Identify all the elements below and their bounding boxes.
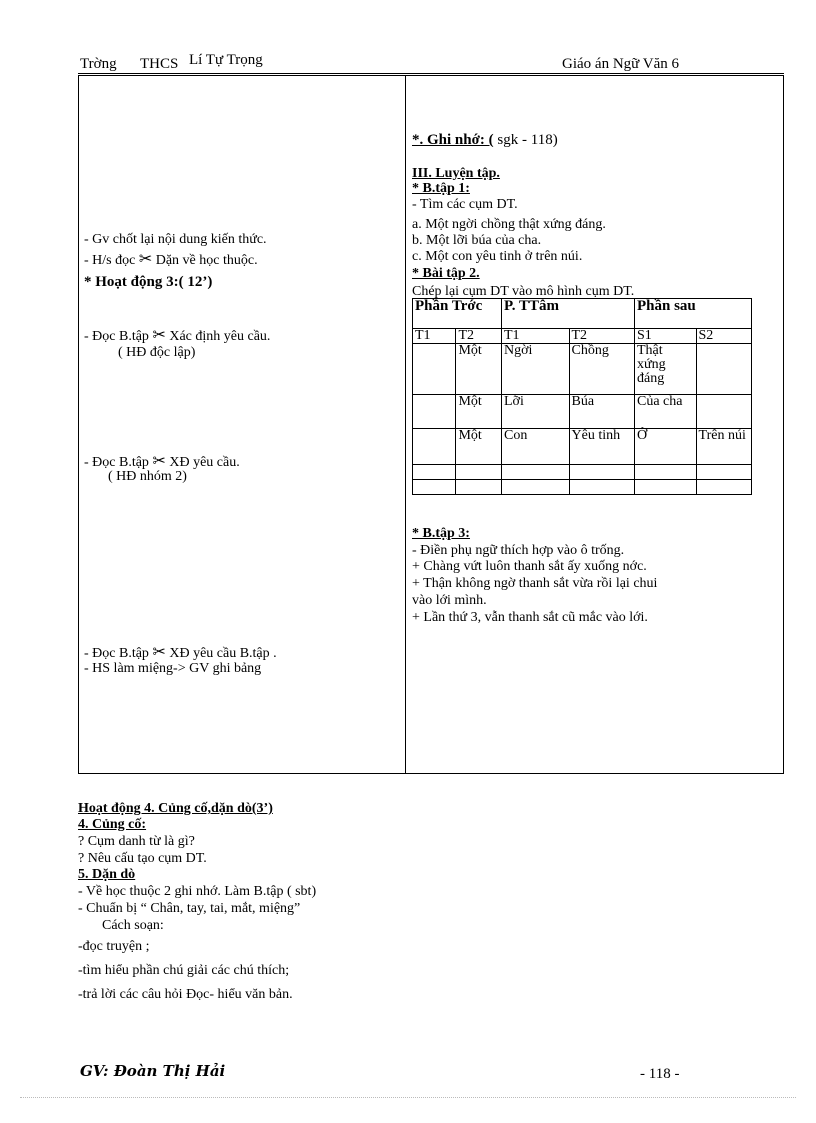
table-row bbox=[413, 344, 752, 395]
ex3-line-2: + Chàng vứt luôn thanh sắt ấy xuống nớc. bbox=[412, 559, 647, 574]
activity-4-heading: Hoạt động 4. Củng cố,dặn dò(3’) bbox=[78, 801, 273, 816]
header-rule bbox=[78, 73, 784, 74]
scissors-icon: ✂ bbox=[138, 249, 153, 268]
ex3-line-5: + Lần thứ 3, vẫn thanh sắt cũ mắc vào lới. bbox=[412, 610, 648, 625]
footer-teacher: GV: Đoàn Thị Hải bbox=[80, 1062, 226, 1080]
header-school-name: THCS bbox=[140, 56, 179, 72]
table-header-row bbox=[413, 299, 752, 329]
table-cell bbox=[635, 480, 697, 495]
scissors-icon: ✂ bbox=[152, 642, 166, 661]
ex3-heading: * B.tập 3: bbox=[412, 526, 470, 541]
table-cell: Yêu tinh bbox=[569, 429, 635, 465]
homework-line-5: -tìm hiểu phần chú giải các chú thích; bbox=[78, 963, 290, 978]
header-school-label: Trờng bbox=[80, 56, 117, 72]
table-cell bbox=[502, 480, 570, 495]
table-row bbox=[413, 395, 752, 429]
left-ex1-text: - Đọc B.tập bbox=[84, 329, 149, 344]
page-bottom-border bbox=[20, 1097, 796, 1098]
left-ex2-text2: XĐ yêu cầu. bbox=[169, 455, 240, 470]
table-sub-cell: T1 bbox=[502, 329, 570, 344]
left-ex1-line bbox=[84, 325, 271, 345]
table-head-before: Phần Trớc bbox=[413, 299, 502, 329]
table-row bbox=[413, 465, 752, 480]
table-cell: Thật xứng đáng bbox=[635, 344, 697, 395]
table-sub-cell: S1 bbox=[635, 329, 697, 344]
table-sub-cell: T2 bbox=[569, 329, 635, 344]
table-cell: Búa bbox=[569, 395, 635, 429]
table-sub-row bbox=[413, 329, 752, 344]
left-ex2-mode: ( HĐ nhóm 2) bbox=[108, 469, 187, 484]
question-1: ? Cụm danh từ là gì? bbox=[78, 834, 195, 849]
ex3-line-3: + Thận không ngờ thanh sắt vừa rồi lại chui bbox=[412, 576, 658, 591]
homework-line-2: - Chuẩn bị “ Chân, tay, tai, mắt, miệng” bbox=[78, 901, 301, 916]
left-read-note-text: - H/s đọc bbox=[84, 253, 136, 268]
table-cell: Ở bbox=[635, 429, 697, 465]
ex1-item-c: c. Một con yêu tinh ở trên núi. bbox=[412, 249, 583, 264]
table-cell bbox=[413, 480, 456, 495]
table-cell bbox=[413, 395, 456, 429]
note-heading: *. Ghi nhớ: ( bbox=[412, 132, 494, 148]
table-cell bbox=[502, 465, 570, 480]
ex1-item-a: a. Một ngời chồng thật xứng đáng. bbox=[412, 217, 606, 232]
table-cell: Lỡi bbox=[502, 395, 570, 429]
ex3-instruction: - Điền phụ ngữ thích hợp vào ô trống. bbox=[412, 543, 625, 558]
question-2: ? Nêu cấu tạo cụm DT. bbox=[78, 851, 207, 866]
left-ex3-oral: - HS làm miệng-> GV ghi bảng bbox=[84, 661, 262, 676]
table-cell bbox=[696, 465, 751, 480]
table-cell: Một bbox=[456, 395, 502, 429]
ex1-item-b: b. Một lỡi búa của cha. bbox=[412, 233, 542, 248]
table-cell bbox=[413, 344, 456, 395]
consolidate-heading: 4. Củng cố: bbox=[78, 817, 147, 832]
practice-heading: III. Luyện tập. bbox=[412, 166, 500, 181]
homework-line-1: - Về học thuộc 2 ghi nhớ. Làm B.tập ( sbt) bbox=[78, 884, 317, 899]
left-ex1-mode: ( HĐ độc lập) bbox=[118, 345, 196, 360]
table-cell bbox=[456, 465, 502, 480]
homework-line-6: -trả lời các câu hỏi Đọc- hiểu văn bản. bbox=[78, 987, 293, 1002]
note-ref: sgk - 118) bbox=[493, 132, 558, 148]
table-cell: Con bbox=[502, 429, 570, 465]
left-ex2-text: - Đọc B.tập bbox=[84, 455, 149, 470]
table-head-after: Phần sau bbox=[635, 299, 752, 329]
table-sub-cell: T2 bbox=[456, 329, 502, 344]
ex1-heading: * B.tập 1: bbox=[412, 181, 470, 196]
table-cell: Một bbox=[456, 344, 502, 395]
table-cell: Một bbox=[456, 429, 502, 465]
table-cell bbox=[456, 480, 502, 495]
table-row bbox=[413, 429, 752, 465]
table-cell bbox=[635, 465, 697, 480]
table-sub-cell: T1 bbox=[413, 329, 456, 344]
left-ex3-line bbox=[84, 642, 277, 662]
table-row bbox=[413, 480, 752, 495]
left-conclude: - Gv chốt lại nội dung kiến thức. bbox=[84, 232, 267, 247]
table-cell: Ngời bbox=[502, 344, 570, 395]
footer-page-number: - 118 - bbox=[640, 1066, 680, 1082]
column-divider bbox=[405, 75, 406, 774]
table-cell bbox=[696, 344, 751, 395]
table-cell bbox=[569, 480, 635, 495]
activity-3-heading: * Hoạt động 3:( 12’) bbox=[84, 274, 213, 290]
left-ex3-text2: XĐ yêu cầu B.tập . bbox=[169, 646, 277, 661]
ex2-heading: * Bài tập 2. bbox=[412, 266, 480, 281]
noun-phrase-table bbox=[412, 298, 752, 495]
header-school-person: Lí Tự Trọng bbox=[189, 52, 263, 68]
table-cell: Trên núi bbox=[696, 429, 751, 465]
header-doc-title: Giáo án Ngữ Văn 6 bbox=[562, 56, 679, 72]
left-read-note-text2: Dặn về học thuộc. bbox=[155, 253, 258, 268]
table-cell: Của cha bbox=[635, 395, 697, 429]
scissors-icon: ✂ bbox=[152, 325, 166, 344]
table-cell bbox=[569, 465, 635, 480]
note-line bbox=[412, 132, 558, 148]
table-cell: Chồng bbox=[569, 344, 635, 395]
ex2-instruction: Chép lại cụm DT vào mô hình cụm DT. bbox=[412, 284, 635, 299]
ex3-line-4: vào lới mình. bbox=[412, 593, 487, 608]
scissors-icon: ✂ bbox=[152, 451, 166, 470]
table-cell bbox=[696, 395, 751, 429]
table-sub-cell: S2 bbox=[696, 329, 751, 344]
table-head-center: P. TTâm bbox=[502, 299, 635, 329]
left-ex1-text2: Xác định yêu cầu. bbox=[169, 329, 271, 344]
ex1-instruction: - Tìm các cụm DT. bbox=[412, 197, 518, 212]
left-read-note bbox=[84, 249, 258, 269]
homework-line-4: -đọc truyện ; bbox=[78, 939, 150, 954]
table-cell bbox=[696, 480, 751, 495]
left-ex3-text: - Đọc B.tập bbox=[84, 646, 149, 661]
homework-heading: 5. Dặn dò bbox=[78, 867, 136, 882]
table-cell bbox=[413, 465, 456, 480]
homework-line-3: Cách soạn: bbox=[102, 918, 164, 933]
table-cell bbox=[413, 429, 456, 465]
